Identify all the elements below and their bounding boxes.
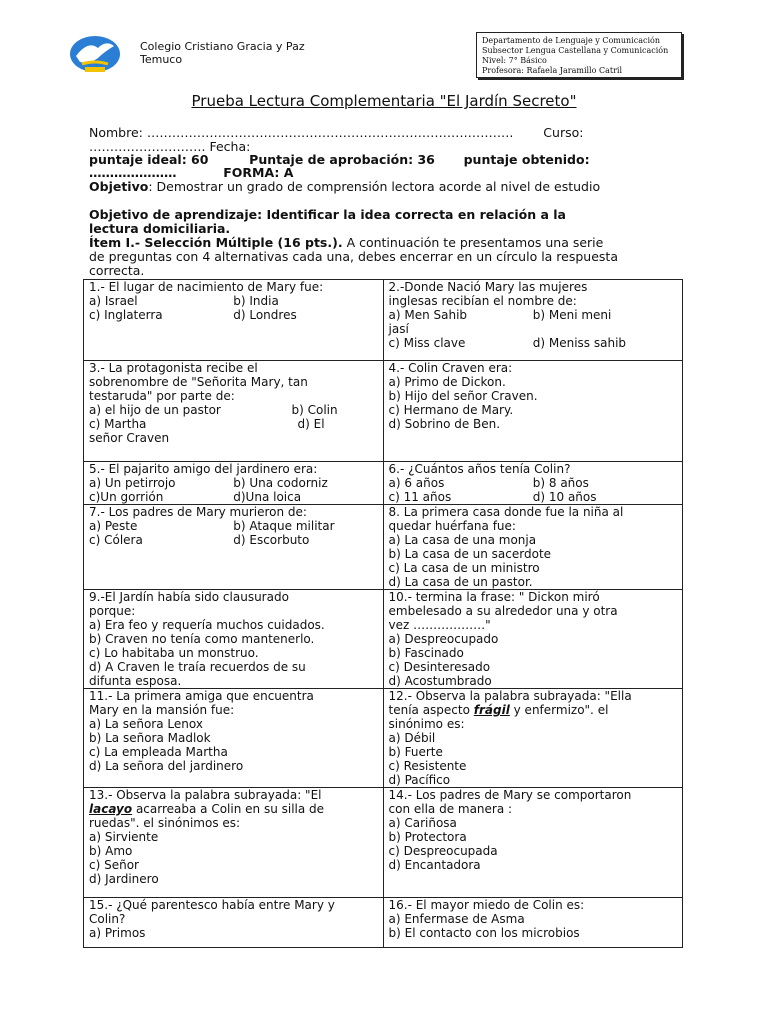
option[interactable]: c) Resistente	[388, 759, 467, 773]
option[interactable]: b) Fascinado	[388, 646, 464, 660]
option[interactable]: c) Señor	[89, 858, 139, 872]
option[interactable]: b) La casa de un sacerdote	[388, 547, 552, 561]
option[interactable]: b) Meni meni	[532, 308, 612, 322]
name-line	[89, 126, 583, 140]
question-14: 14.- Los padres de Mary se comportaron con ella de manera : a) Cariñosa b) Protectora c) Despreocupada d) Encantadora	[383, 788, 683, 898]
dept-line: Subsector Lengua Castellana y Comunicación	[482, 46, 669, 55]
option[interactable]: c) La casa de un ministro	[388, 561, 540, 575]
option[interactable]: a) Sirviente	[89, 830, 159, 844]
option[interactable]: a) 6 años	[388, 476, 445, 490]
option[interactable]: c) Inglaterra	[89, 308, 163, 322]
question-4: 4.- Colin Craven era: a) Primo de Dickon. b) Hijo del señor Craven. c) Hermano de Mary. d) Sobrino de Ben.	[383, 361, 683, 462]
option[interactable]: d) Acostumbrado	[388, 674, 492, 688]
question-16: 16.- El mayor miedo de Colin es: a) Enfermase de Asma b) El contacto con los microbios	[383, 898, 683, 948]
school-name: Colegio Cristiano Gracia y Paz	[140, 40, 305, 53]
option[interactable]: d) Encantadora	[388, 858, 481, 872]
question-8: 8. La primera casa donde fue la niña al quedar huérfana fue: a) La casa de una monja b) La casa de un sacerdote c) La casa de un ministro d) La casa de un pastor.	[383, 505, 683, 590]
obtained-score[interactable]: puntaje obtenido:	[463, 152, 590, 167]
option[interactable]: d) Jardinero	[89, 872, 159, 886]
option[interactable]: b) Ataque militar	[233, 519, 335, 533]
learning-objective: Objetivo de aprendizaje: Identificar la idea correcta en relación a la lectura domiciliaria.	[89, 207, 566, 236]
option[interactable]: a) Peste	[89, 519, 138, 533]
option[interactable]: a) Men Sahib	[388, 308, 468, 322]
dept-line: Nivel: 7° Básico	[482, 56, 547, 65]
option[interactable]: b) Fuerte	[388, 745, 443, 759]
option[interactable]: b) 8 años	[532, 476, 589, 490]
option[interactable]: d) 10 años	[532, 490, 597, 504]
dept-line: Profesora: Rafaela Jaramillo Catril	[482, 66, 623, 75]
option[interactable]: c) Cólera	[89, 533, 143, 547]
question-1: 1.- El lugar de nacimiento de Mary fue: a) Israel b) India c) Inglaterra d) Londres	[84, 280, 384, 361]
question-12: 12.- Observa la palabra subrayada: "Ella tenía aspecto frágil y enfermizo". el sinónimo es: a) Débil b) Fuerte c) Resistente d) Pacífico	[383, 689, 683, 788]
option[interactable]: b) India	[233, 294, 279, 308]
option[interactable]: b) Una codorniz	[233, 476, 328, 490]
question-10: 10.- termina la frase: " Dickon miró embelesado a su alrededor una y otra vez ………………" a) Despreocupado b) Fascinado c) Desinteresado d) Acostumbrado	[383, 590, 683, 689]
option[interactable]: b) Hijo del señor Craven.	[388, 389, 538, 403]
option[interactable]: d) A Craven le traía recuerdos de su	[89, 660, 306, 674]
option[interactable]: a) Débil	[388, 731, 436, 745]
name-field[interactable]: Nombre: …………………………………………………………………………….	[89, 125, 514, 140]
option[interactable]: d) La señora del jardinero	[89, 759, 244, 773]
form-line: ………………… FORMA: A	[89, 165, 294, 180]
option[interactable]: a) La señora Lenox	[89, 717, 203, 731]
option[interactable]: d) Pacífico	[388, 773, 451, 787]
page-title: Prueba Lectura Complementaria "El Jardín Secreto"	[191, 92, 577, 110]
option[interactable]: b) Protectora	[388, 830, 467, 844]
option[interactable]: a) Un petirrojo	[89, 476, 176, 490]
option[interactable]: c) 11 años	[388, 490, 452, 504]
option[interactable]: b) Amo	[89, 844, 133, 858]
option[interactable]: c) Lo habitaba un monstruo.	[89, 646, 259, 660]
question-3: 3.- La protagonista recibe el sobrenombre de "Señorita Mary, tan testaruda" por parte de: a) el hijo de un pastor b) Colin c) Martha d) El señor Craven	[84, 361, 384, 462]
option[interactable]: a) Israel	[89, 294, 138, 308]
question-7: 7.- Los padres de Mary murieron de: a) Peste b) Ataque militar c) Cólera d) Escorbuto	[84, 505, 384, 590]
dept-line: Departamento de Lenguaje y Comunicación	[482, 36, 660, 45]
item-instructions: Ítem I.- Selección Múltiple (16 pts.). A continuación te presentamos una serie de preguntas con 4 alternativas cada una, debes encerrar en un círculo la respuesta correcta.	[89, 235, 618, 278]
option[interactable]: d) Londres	[233, 308, 297, 322]
option[interactable]: c) Despreocupada	[388, 844, 498, 858]
objective-line: Objetivo: Demostrar un grado de comprensión lectora acorde al nivel de estudio	[89, 179, 601, 194]
option[interactable]: d) Escorbuto	[233, 533, 310, 547]
form-version: FORMA: A	[223, 165, 294, 180]
option[interactable]: a) Cariñosa	[388, 816, 457, 830]
school-logo	[68, 34, 122, 76]
option[interactable]: d)Una loica	[233, 490, 302, 504]
option[interactable]: d) Sobrino de Ben.	[388, 417, 501, 431]
question-5: 5.- El pajarito amigo del jardinero era: a) Un petirrojo b) Una codorniz c)Un gorrión d)Una loica	[84, 462, 384, 505]
option[interactable]: c) Martha	[89, 417, 147, 431]
questions-table	[83, 279, 683, 948]
option[interactable]: a) el hijo de un pastor	[89, 403, 221, 417]
question-2: 2.-Donde Nació Mary las mujeres inglesas recibían el nombre de: a) Men Sahib b) Meni meni jasí c) Miss clave d) Meniss sahib	[383, 280, 683, 361]
option[interactable]: d) Meniss sahib	[532, 336, 627, 350]
option[interactable]: c) Desinteresado	[388, 660, 491, 674]
option[interactable]: c)Un gorrión	[89, 490, 164, 504]
option[interactable]: b) Craven no tenía como mantenerlo.	[89, 632, 315, 646]
question-11: 11.- La primera amiga que encuentra Mary en la mansión fue: a) La señora Lenox b) La señora Madlok c) La empleada Martha d) La señora del jardinero	[84, 689, 384, 788]
option[interactable]: d) La casa de un pastor.	[388, 575, 533, 589]
underlined-word: frágil	[473, 703, 510, 717]
option[interactable]: a) Era feo y requería muchos cuidados.	[89, 618, 325, 632]
school-city: Temuco	[140, 53, 183, 66]
option[interactable]: a) La casa de una monja	[388, 533, 537, 547]
department-box	[476, 32, 682, 78]
ideal-score: puntaje ideal: 60	[89, 152, 209, 167]
option[interactable]: b) La señora Madlok	[89, 731, 211, 745]
date-line[interactable]: ………………………. Fecha:	[89, 139, 251, 154]
question-15: 15.- ¿Qué parentesco había entre Mary y Colin? a) Primos	[84, 898, 384, 948]
underlined-word: lacayo	[89, 802, 133, 816]
option[interactable]: c) La empleada Martha	[89, 745, 228, 759]
option[interactable]: c) Hermano de Mary.	[388, 403, 514, 417]
option[interactable]: d) El	[297, 417, 325, 431]
option[interactable]: a) Enfermase de Asma	[388, 912, 525, 926]
option[interactable]: b) Colin	[291, 403, 338, 417]
option[interactable]: a) Despreocupado	[388, 632, 499, 646]
option[interactable]: b) El contacto con los microbios	[388, 926, 580, 940]
question-6: 6.- ¿Cuántos años tenía Colin? a) 6 años b) 8 años c) 11 años d) 10 años	[383, 462, 683, 505]
course-field[interactable]: Curso:	[543, 125, 584, 140]
school-info	[140, 40, 305, 66]
option[interactable]: c) Miss clave	[388, 336, 466, 350]
passing-score: Puntaje de aprobación: 36	[249, 152, 435, 167]
question-13: 13.- Observa la palabra subrayada: "El lacayo acarreaba a Colin en su silla de ruedas". el sinónimos es: a) Sirviente b) Amo c) Señor d) Jardinero	[84, 788, 384, 898]
option[interactable]: a) Primos	[89, 926, 146, 940]
option[interactable]: a) Primo de Dickon.	[388, 375, 506, 389]
question-9: 9.-El Jardín había sido clausurado porque: a) Era feo y requería muchos cuidados. b) Craven no tenía como mantenerlo. c) Lo habitaba un monstruo. d) A Craven le traía recuerdos de su difunta esposa.	[84, 590, 384, 689]
